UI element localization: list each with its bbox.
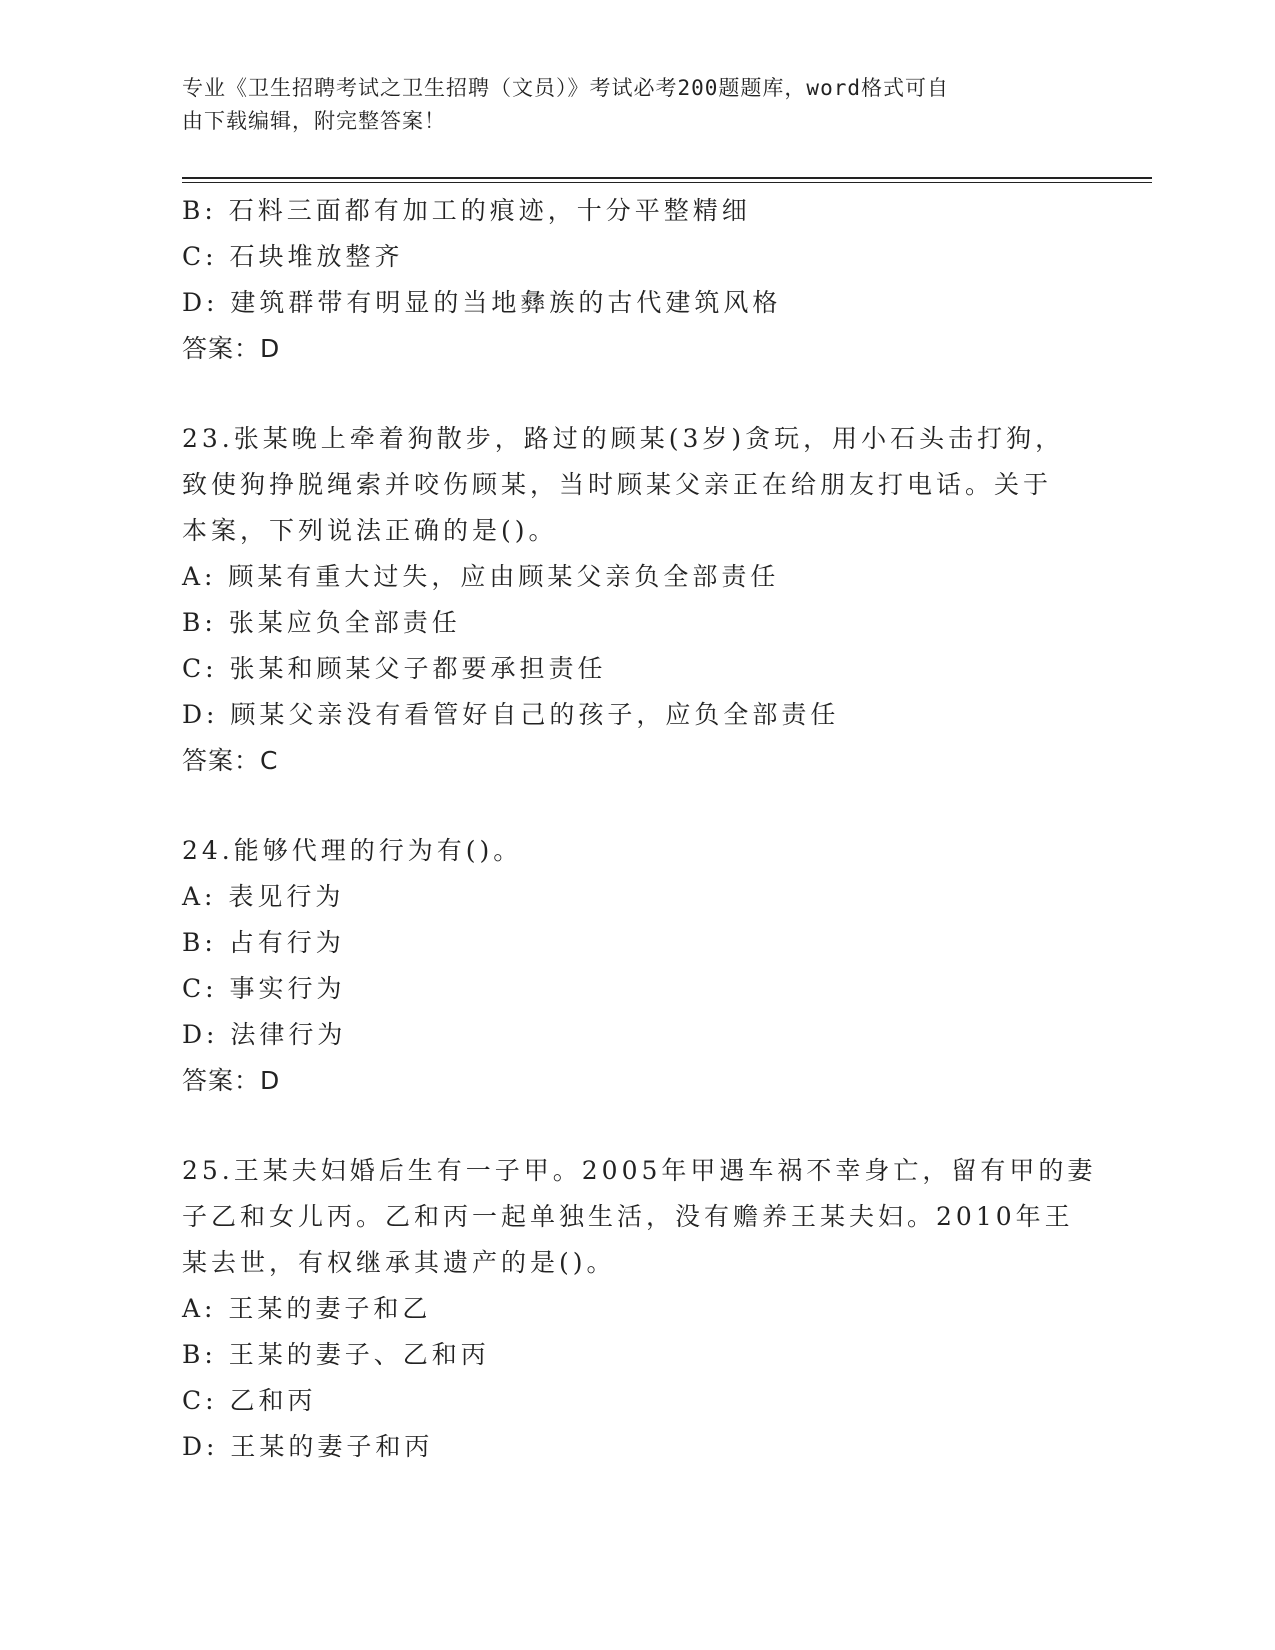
option-a: A: 表见行为 [182, 882, 345, 911]
option-c: C: 乙和丙 [182, 1386, 317, 1415]
option-c: C: 石块堆放整齐 [182, 242, 404, 271]
option-d: D: 王某的妻子和丙 [182, 1432, 434, 1461]
option-a: A: 顾某有重大过失，应由顾某父亲负全部责任 [182, 562, 780, 591]
option-b: B: 石料三面都有加工的痕迹，十分平整精细 [182, 196, 751, 225]
question-stem-line: 24.能够代理的行为有()。 [182, 836, 523, 865]
option-b: B: 占有行为 [182, 928, 345, 957]
document-header [182, 72, 1062, 138]
question-22 [182, 188, 1082, 372]
answer: 答案：D [182, 1066, 281, 1095]
question-spacer [182, 372, 1082, 416]
question-stem-line: 子乙和女儿丙。乙和丙一起单独生活，没有赡养王某夫妇。2010年王 [182, 1202, 1074, 1231]
question-23 [182, 416, 1082, 784]
question-stem-line: 致使狗挣脱绳索并咬伤顾某，当时顾某父亲正在给朋友打电话。关于 [182, 470, 1053, 499]
header-divider-thin [182, 182, 1152, 183]
option-d: D: 建筑群带有明显的当地彝族的古代建筑风格 [182, 288, 782, 317]
option-d: D: 顾某父亲没有看管好自己的孩子，应负全部责任 [182, 700, 840, 729]
option-c: C: 张某和顾某父子都要承担责任 [182, 654, 607, 683]
question-spacer [182, 784, 1082, 828]
option-b: B: 张某应负全部责任 [182, 608, 461, 637]
question-24 [182, 828, 1082, 1104]
question-stem-line: 25.王某夫妇婚后生有一子甲。2005年甲遇车祸不幸身亡，留有甲的妻 [182, 1156, 1097, 1185]
question-25 [182, 1148, 1097, 1470]
question-list [182, 188, 1097, 1470]
question-stem-line: 23.张某晚上牵着狗散步，路过的顾某(3岁)贪玩，用小石头击打狗， [182, 424, 1065, 453]
option-d: D: 法律行为 [182, 1020, 347, 1049]
answer: 答案：D [182, 334, 281, 363]
question-stem-line: 本案，下列说法正确的是()。 [182, 516, 558, 545]
option-c: C: 事实行为 [182, 974, 346, 1003]
header-divider-thick [182, 177, 1152, 179]
header-line-2: 由下载编辑，附完整答案！ [182, 109, 446, 133]
question-spacer [182, 1104, 1082, 1148]
answer: 答案：C [182, 746, 279, 775]
question-stem-line: 某去世，有权继承其遗产的是()。 [182, 1248, 616, 1277]
option-a: A: 王某的妻子和乙 [182, 1294, 432, 1323]
option-b: B: 王某的妻子、乙和丙 [182, 1340, 490, 1369]
header-line-1: 专业《卫生招聘考试之卫生招聘（文员）》考试必考200题题库，word格式可自 [182, 76, 949, 100]
